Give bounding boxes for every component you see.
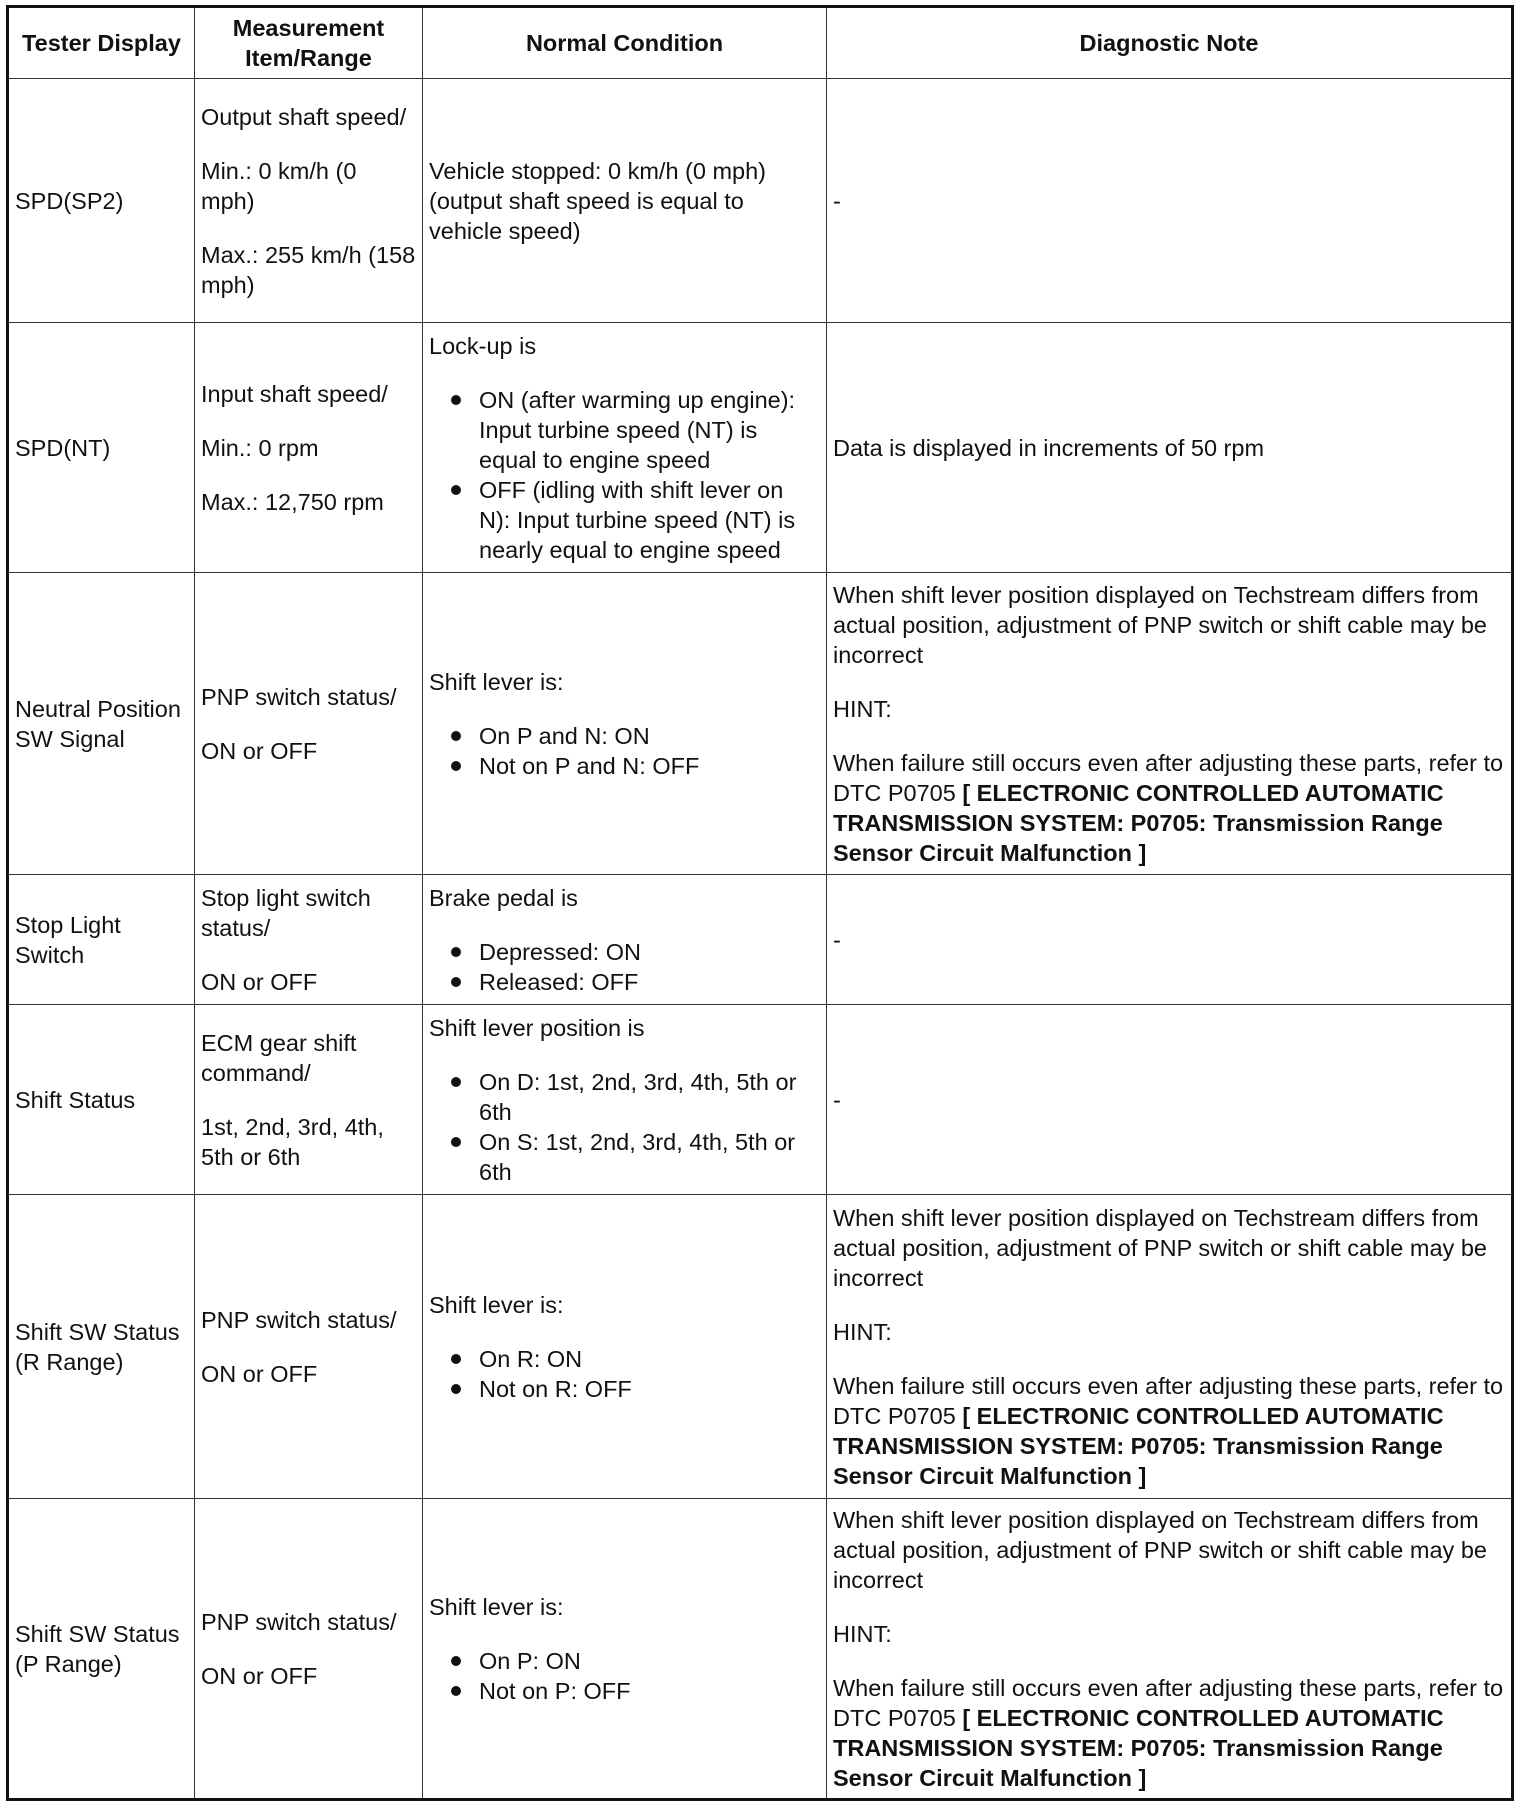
note-hint: HINT: <box>833 1318 892 1345</box>
measurement-cell <box>195 1195 423 1499</box>
measurement-item: Input shaft speed/ <box>201 380 388 407</box>
list-item: Depressed: ON <box>429 937 820 967</box>
note-failure <box>833 1371 1505 1491</box>
measurement-max: Max.: 255 km/h (158 mph) <box>201 241 416 298</box>
condition-intro: Shift lever is: <box>429 1291 564 1318</box>
list-item: ON (after warming up engine): Input turbine speed (NT) is equal to engine speed <box>429 385 820 475</box>
table-row <box>8 1499 1513 1800</box>
normal-condition-cell <box>423 1499 827 1800</box>
table-row <box>8 323 1513 573</box>
condition-list <box>429 721 820 781</box>
tester-display-cell: SPD(SP2) <box>8 79 195 323</box>
note-failure-text: When failure still occurs even after adjusting these parts, refer to DTC P0705 <box>833 749 1504 806</box>
measurement-range: ON or OFF <box>201 1662 318 1689</box>
condition-intro: Lock-up is <box>429 332 537 359</box>
tester-display-cell: Shift SW Status (P Range) <box>8 1499 195 1800</box>
tester-display-cell: SPD(NT) <box>8 323 195 573</box>
table-row <box>8 573 1513 875</box>
measurement-cell <box>195 323 423 573</box>
measurement-item: ECM gear shift command/ <box>201 1029 357 1086</box>
tester-display-cell: Neutral Position SW Signal <box>8 573 195 875</box>
diagnostic-note-cell: - <box>827 875 1513 1005</box>
condition-list <box>429 385 820 565</box>
measurement-item: PNP switch status/ <box>201 683 397 710</box>
normal-condition-cell <box>423 875 827 1005</box>
dtc-reference-link[interactable]: [ ELECTRONIC CONTROLLED AUTOMATIC TRANSMISSION SYSTEM: P0705: Transmission Range Sensor Circuit Malfunction ] <box>833 779 1444 866</box>
measurement-min: Min.: 0 km/h (0 mph) <box>201 157 357 214</box>
table-row <box>8 79 1513 323</box>
note-intro: When shift lever position displayed on Techstream differs from actual position, adjustment of PNP switch or shift cable may be incorrect <box>833 1506 1487 1593</box>
note-intro: When shift lever position displayed on Techstream differs from actual position, adjustment of PNP switch or shift cable may be incorrect <box>833 581 1487 668</box>
tester-display-cell: Stop Light Switch <box>8 875 195 1005</box>
measurement-range: 1st, 2nd, 3rd, 4th, 5th or 6th <box>201 1113 384 1170</box>
list-item: On S: 1st, 2nd, 3rd, 4th, 5th or 6th <box>429 1127 820 1187</box>
measurement-range: ON or OFF <box>201 968 318 995</box>
table-row <box>8 1005 1513 1195</box>
note-failure-text: When failure still occurs even after adjusting these parts, refer to DTC P0705 <box>833 1674 1504 1731</box>
normal-condition-cell <box>423 573 827 875</box>
note-intro: When shift lever position displayed on Techstream differs from actual position, adjustment of PNP switch or shift cable may be incorrect <box>833 1204 1487 1291</box>
list-item: Not on P: OFF <box>429 1676 820 1706</box>
condition-list <box>429 937 820 997</box>
condition-list <box>429 1067 820 1187</box>
note-hint: HINT: <box>833 695 892 722</box>
normal-condition-cell: Vehicle stopped: 0 km/h (0 mph) (output shaft speed is equal to vehicle speed) <box>423 79 827 323</box>
measurement-item: PNP switch status/ <box>201 1306 397 1333</box>
condition-intro: Shift lever is: <box>429 668 564 695</box>
condition-intro: Brake pedal is <box>429 884 578 911</box>
normal-condition-cell <box>423 1195 827 1499</box>
note-hint: HINT: <box>833 1620 892 1647</box>
header-tester-display: Tester Display <box>8 7 195 79</box>
table-row <box>8 1195 1513 1499</box>
list-item: Released: OFF <box>429 967 820 997</box>
measurement-item: PNP switch status/ <box>201 1608 397 1635</box>
diagnostic-note-cell: - <box>827 1005 1513 1195</box>
list-item: On R: ON <box>429 1344 820 1374</box>
tester-display-cell: Shift Status <box>8 1005 195 1195</box>
diagnostic-note-cell <box>827 573 1513 875</box>
dtc-reference-link[interactable]: [ ELECTRONIC CONTROLLED AUTOMATIC TRANSMISSION SYSTEM: P0705: Transmission Range Sensor Circuit Malfunction ] <box>833 1704 1444 1791</box>
table-row <box>8 875 1513 1005</box>
measurement-cell <box>195 79 423 323</box>
tester-display-cell: Shift SW Status (R Range) <box>8 1195 195 1499</box>
condition-list <box>429 1344 820 1404</box>
measurement-cell <box>195 875 423 1005</box>
note-failure <box>833 748 1505 868</box>
note-failure <box>833 1673 1505 1793</box>
normal-condition-cell <box>423 1005 827 1195</box>
measurement-range: ON or OFF <box>201 737 318 764</box>
diagnostic-note-cell <box>827 1195 1513 1499</box>
measurement-cell <box>195 573 423 875</box>
measurement-item: Stop light switch status/ <box>201 884 371 941</box>
diagnostic-note-cell <box>827 1499 1513 1800</box>
header-normal-condition: Normal Condition <box>423 7 827 79</box>
header-row <box>8 7 1513 79</box>
measurement-item: Output shaft speed/ <box>201 103 407 130</box>
dtc-reference-link[interactable]: [ ELECTRONIC CONTROLLED AUTOMATIC TRANSMISSION SYSTEM: P0705: Transmission Range Sensor Circuit Malfunction ] <box>833 1402 1444 1489</box>
header-measurement: Measurement Item/Range <box>195 7 423 79</box>
measurement-range: ON or OFF <box>201 1360 318 1387</box>
list-item: OFF (idling with shift lever on N): Input turbine speed (NT) is nearly equal to engine speed <box>429 475 820 565</box>
condition-list <box>429 1646 820 1706</box>
diagnostic-note-cell: Data is displayed in increments of 50 rpm <box>827 323 1513 573</box>
note-failure-text: When failure still occurs even after adjusting these parts, refer to DTC P0705 <box>833 1372 1504 1429</box>
measurement-cell <box>195 1005 423 1195</box>
list-item: Not on P and N: OFF <box>429 751 820 781</box>
data-list-table <box>6 5 1514 1801</box>
condition-intro: Shift lever position is <box>429 1014 645 1041</box>
list-item: Not on R: OFF <box>429 1374 820 1404</box>
normal-condition-cell <box>423 323 827 573</box>
diagnostic-note-cell: - <box>827 79 1513 323</box>
measurement-max: Max.: 12,750 rpm <box>201 488 384 515</box>
list-item: On P: ON <box>429 1646 820 1676</box>
measurement-min: Min.: 0 rpm <box>201 434 319 461</box>
header-diagnostic-note: Diagnostic Note <box>827 7 1513 79</box>
condition-intro: Shift lever is: <box>429 1593 564 1620</box>
list-item: On D: 1st, 2nd, 3rd, 4th, 5th or 6th <box>429 1067 820 1127</box>
measurement-cell <box>195 1499 423 1800</box>
list-item: On P and N: ON <box>429 721 820 751</box>
